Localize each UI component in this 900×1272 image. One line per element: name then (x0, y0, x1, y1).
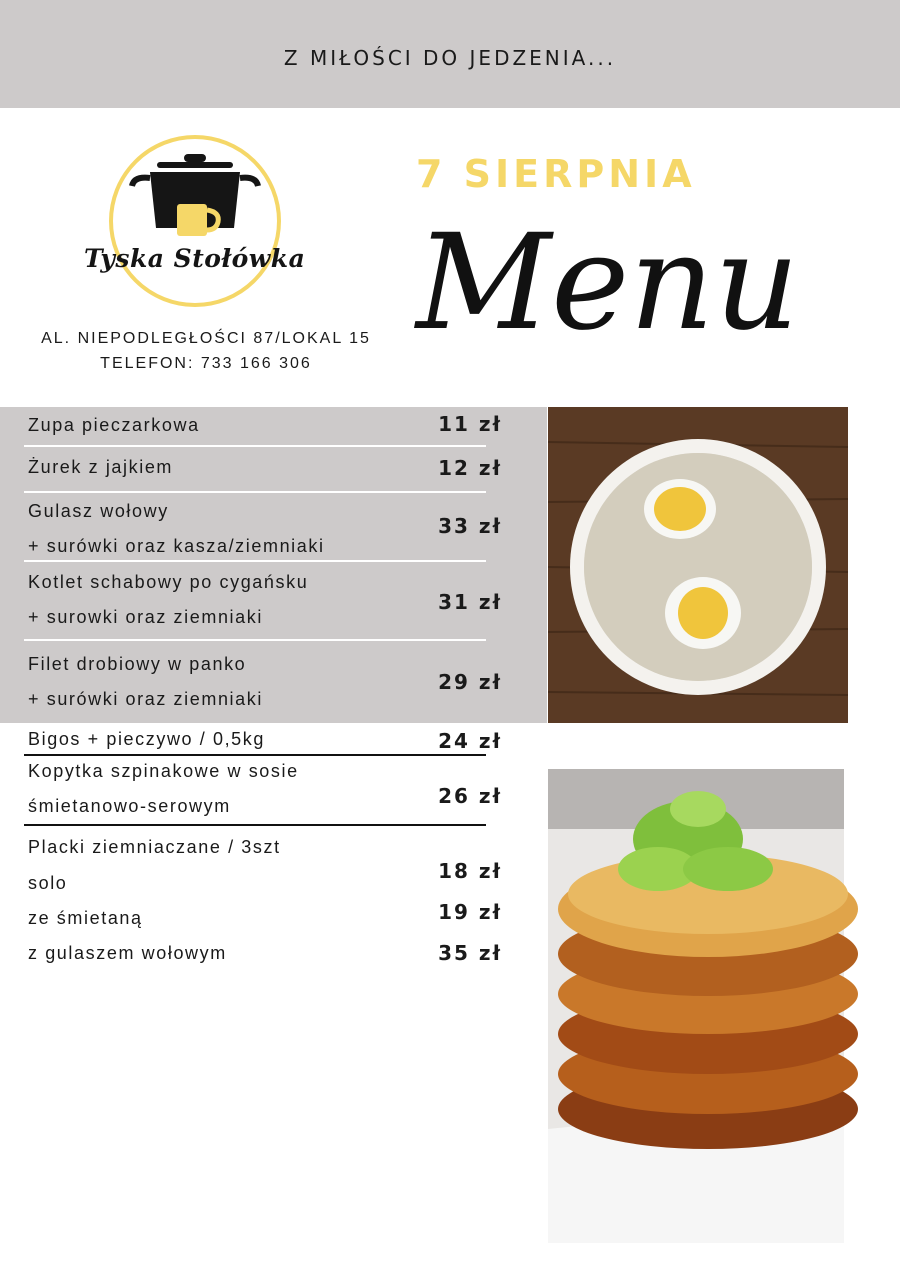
menu-item-note: + surówki oraz kasza/ziemniaki (28, 536, 325, 556)
menu-item: Zupa pieczarkowa (28, 415, 200, 435)
divider (24, 445, 486, 447)
menu-option-price: 19 zł (438, 900, 502, 924)
menu-item-price: 24 zł (438, 729, 502, 753)
menu-option: ze śmietaną (28, 908, 143, 928)
menu-option: solo (28, 873, 68, 893)
brand-name: Tyska Stołówka (84, 244, 306, 273)
divider (24, 560, 486, 562)
logo (80, 126, 310, 316)
menu-option-price: 18 zł (438, 859, 502, 883)
menu-item-price: 12 zł (438, 456, 502, 480)
menu-item-price: 11 zł (438, 412, 502, 436)
soup-photo (548, 407, 848, 723)
menu-item: Filet drobiowy w panko (28, 654, 247, 674)
menu-item-note: + surowki oraz ziemniaki (28, 607, 263, 627)
menu-item-note: + surówki oraz ziemniaki (28, 689, 263, 709)
menu-item-price: 26 zł (438, 784, 502, 808)
menu-item: Gulasz wołowy (28, 501, 169, 521)
egg-icon (665, 577, 741, 649)
menu-heading (410, 200, 800, 380)
menu-item-note: śmietanowo-serowym (28, 796, 231, 816)
menu-item: Kotlet schabowy po cygańsku (28, 572, 309, 592)
menu-item-price: 29 zł (438, 670, 502, 694)
menu-item-price: 31 zł (438, 590, 502, 614)
menu-option-price: 35 zł (438, 941, 502, 965)
divider (24, 824, 486, 826)
potato-pancakes-photo (548, 769, 844, 1243)
phone: TELEFON: 733 166 306 (100, 355, 312, 372)
svg-text:Menu: Menu (416, 206, 800, 360)
menu-item: Placki ziemniaczane / 3szt (28, 837, 281, 857)
tagline: Z MIŁOŚCI DO JEDZENIA... (283, 46, 617, 70)
address: AL. NIEPODLEGŁOŚCI 87/LOKAL 15 (41, 330, 371, 347)
divider (24, 639, 486, 641)
menu-item: Bigos + pieczywo / 0,5kg (28, 729, 266, 749)
menu-item: Kopytka szpinakowe w sosie (28, 761, 299, 781)
menu-date: 7 SIERPNIA (416, 152, 696, 196)
menu-item: Żurek z jajkiem (28, 457, 174, 477)
menu-item-price: 33 zł (438, 514, 502, 538)
divider (24, 491, 486, 493)
egg-icon (644, 479, 716, 539)
menu-option: z gulaszem wołowym (28, 943, 227, 963)
